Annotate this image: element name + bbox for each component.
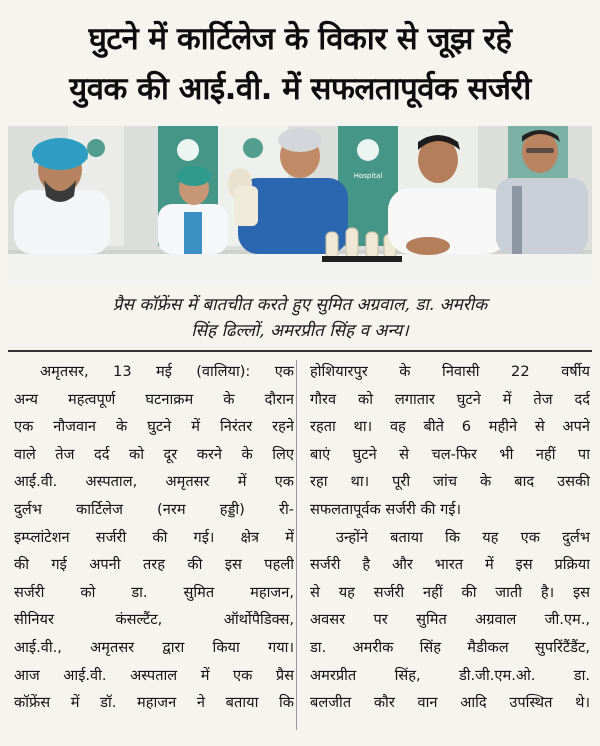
left-line-9: सर्जरी को डा. सुमित महाजन, <box>14 583 294 601</box>
backdrop-logo-subtext: Hospital <box>353 172 383 180</box>
article-headline <box>8 14 592 114</box>
right-line-4: बाएं घुटने से चल-फिर भी नहीं पा <box>310 445 590 463</box>
right-line-3: रहता था। वह बीते 6 महीने से अपने <box>310 418 590 436</box>
left-line-8: की गई अपनी तरह की इस पहली <box>14 556 294 574</box>
article-column-right <box>310 358 590 717</box>
left-line-11: आई.वी., अमृतसर द्वारा किया गया। <box>14 638 294 656</box>
caption-line-2: सिंह ढिल्लों, अमरप्रीत सिंह व अन्य। <box>191 321 409 341</box>
press-conference-photo <box>8 126 592 286</box>
right-line-7: उन्होंने बताया कि यह एक दुर्लभ <box>336 528 590 546</box>
left-line-13: कॉफ्रेंस में डॉ. महाजन ने बताया कि <box>14 694 294 712</box>
right-line-13: बलजीत कौर वान आदि उपस्थित थे। <box>310 694 590 712</box>
press-conference-illustration <box>8 126 592 286</box>
headline-line-2: युवक की आई.वी. में सफलतापूर्वक सर्जरी <box>69 71 531 107</box>
right-line-8: सर्जरी है और भारत में इस प्रक्रिया <box>310 556 590 574</box>
left-line-2: अन्य महत्वपूर्ण घटनाक्रम के दौरान <box>14 390 294 408</box>
right-line-1: होशियारपुर के निवासी 22 वर्षीय <box>310 363 590 380</box>
caption-line-1: प्रैस कॉफ्रेंस में बातचीत करते हुए सुमित अग्रवाल, डा. अमरीक <box>112 295 488 315</box>
left-line-5: आई.वी. अस्पताल, अमृतसर में एक <box>14 473 294 491</box>
right-line-9: से यह सर्जरी नहीं की जाती है। इस <box>310 583 590 601</box>
left-line-12: आज आई.वी. अस्पताल में एक प्रैस <box>14 666 294 684</box>
right-line-6: सफलतापूर्वक सर्जरी की गई। <box>310 500 461 518</box>
right-line-5: रहा था। पूरी जांच के बाद उसकी <box>310 473 590 491</box>
headline-line-1: घुटने में कार्टिलेज के विकार से जूझ रहे <box>88 21 512 57</box>
left-line-3: एक नौजवान के घुटने में निरंतर रहने <box>14 418 294 436</box>
left-line-4: वाले तेज दर्द को दूर करने के लिए <box>14 445 294 463</box>
right-line-10: अवसर पर सुमित अग्रवाल जी.एम., <box>310 611 590 629</box>
caption-divider <box>8 350 592 352</box>
column-divider <box>296 360 297 730</box>
article-column-left <box>14 358 294 717</box>
left-line-1: अमृतसर, 13 मई (वालिया): एक <box>40 363 294 380</box>
left-line-7: इम्प्लांटेशन सर्जरी की गई। क्षेत्र में <box>14 528 294 546</box>
right-line-2: गौरव को लगातार घुटने में तेज दर्द <box>310 390 590 408</box>
right-line-11: डा. अमरीक सिंह मैडीकल सुपरिंटैंडैंट, <box>310 638 590 656</box>
left-line-6: दुर्लभ कार्टिलेज (नरम हड्डी) री- <box>14 500 294 518</box>
right-line-12: अमरप्रीत सिंह, डी.जी.एम.ओ. डा. <box>310 666 590 684</box>
left-line-10: सीनियर कंसल्टैंट, ऑर्थोपैडिक्स, <box>14 611 294 629</box>
photo-caption <box>14 292 586 344</box>
